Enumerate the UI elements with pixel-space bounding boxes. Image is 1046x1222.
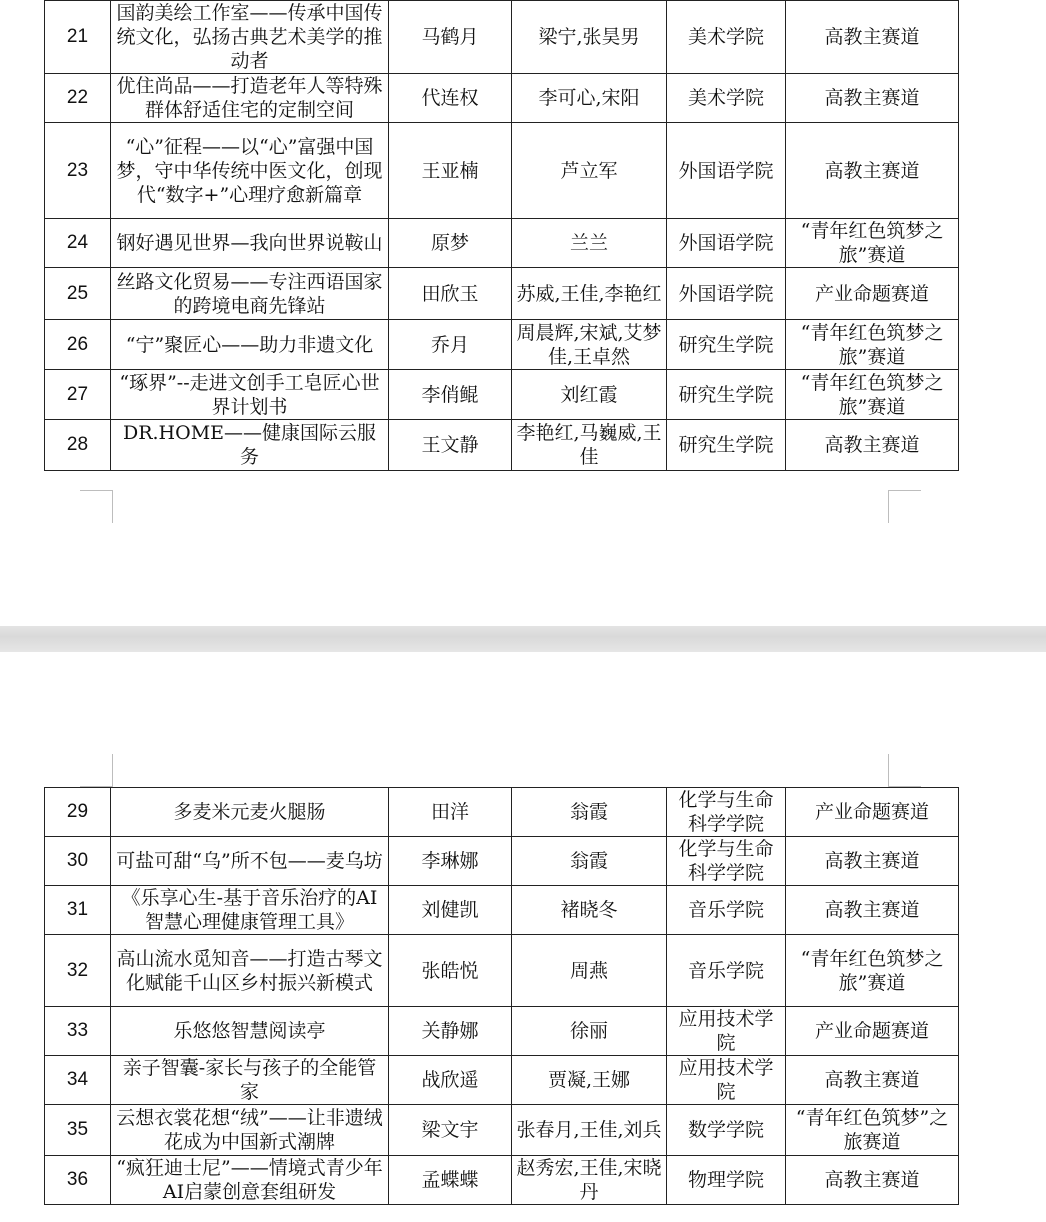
college-name: 音乐学院 bbox=[667, 886, 786, 935]
competition-track: 高教主赛道 bbox=[786, 1056, 959, 1105]
competition-track: “青年红色筑梦”之旅赛道 bbox=[786, 1105, 959, 1156]
advisor-names: 兰兰 bbox=[512, 219, 667, 268]
advisor-names: 翁霞 bbox=[512, 837, 667, 886]
team-leader: 马鹤月 bbox=[389, 1, 512, 74]
row-number: 32 bbox=[45, 935, 111, 1007]
project-table-page-1 bbox=[44, 0, 959, 471]
advisor-names: 周燕 bbox=[512, 935, 667, 1007]
college-name: 美术学院 bbox=[667, 1, 786, 74]
project-name: 云想衣裳花想“绒”——让非遗绒花成为中国新式潮牌 bbox=[111, 1105, 389, 1156]
team-leader: 李琳娜 bbox=[389, 837, 512, 886]
table-row bbox=[45, 1056, 959, 1105]
advisor-names: 刘红霞 bbox=[512, 370, 667, 420]
advisor-names: 赵秀宏,王佳,宋晓丹 bbox=[512, 1156, 667, 1205]
team-leader: 张皓悦 bbox=[389, 935, 512, 1007]
page-corner-mark-right bbox=[888, 490, 921, 523]
row-number: 25 bbox=[45, 268, 111, 320]
row-number: 22 bbox=[45, 74, 111, 123]
project-name: 优住尚品——打造老年人等特殊群体舒适住宅的定制空间 bbox=[111, 74, 389, 123]
project-name: 多麦米元麦火腿肠 bbox=[111, 788, 389, 837]
advisor-names: 褚晓冬 bbox=[512, 886, 667, 935]
college-name: 物理学院 bbox=[667, 1156, 786, 1205]
project-name: 《乐享心生-基于音乐治疗的AI智慧心理健康管理工具》 bbox=[111, 886, 389, 935]
table-row bbox=[45, 420, 959, 471]
row-number: 29 bbox=[45, 788, 111, 837]
team-leader: 关静娜 bbox=[389, 1007, 512, 1056]
project-name: “疯狂迪士尼”——情境式青少年AI启蒙创意套组研发 bbox=[111, 1156, 389, 1205]
team-leader: 孟蝶蝶 bbox=[389, 1156, 512, 1205]
row-number: 24 bbox=[45, 219, 111, 268]
project-name: 高山流水觅知音——打造古琴文化赋能千山区乡村振兴新模式 bbox=[111, 935, 389, 1007]
row-number: 21 bbox=[45, 1, 111, 74]
advisor-names: 苏威,王佳,李艳红 bbox=[512, 268, 667, 320]
advisor-names: 芦立军 bbox=[512, 123, 667, 219]
college-name: 研究生学院 bbox=[667, 370, 786, 420]
project-name: 钢好遇见世界—我向世界说鞍山 bbox=[111, 219, 389, 268]
page-corner-mark-left bbox=[80, 490, 113, 523]
team-leader: 梁文宇 bbox=[389, 1105, 512, 1156]
competition-track: “青年红色筑梦之旅”赛道 bbox=[786, 935, 959, 1007]
team-leader: 李俏鲲 bbox=[389, 370, 512, 420]
row-number: 36 bbox=[45, 1156, 111, 1205]
college-name: 化学与生命科学学院 bbox=[667, 788, 786, 837]
row-number: 31 bbox=[45, 886, 111, 935]
competition-track: 高教主赛道 bbox=[786, 123, 959, 219]
team-leader: 刘健凯 bbox=[389, 886, 512, 935]
table-row bbox=[45, 1007, 959, 1056]
college-name: 音乐学院 bbox=[667, 935, 786, 1007]
table-row bbox=[45, 370, 959, 420]
table-row bbox=[45, 935, 959, 1007]
page-corner-mark-left bbox=[80, 754, 113, 787]
project-name: DR.HOME——健康国际云服务 bbox=[111, 420, 389, 471]
table-row bbox=[45, 123, 959, 219]
team-leader: 代连权 bbox=[389, 74, 512, 123]
competition-track: 高教主赛道 bbox=[786, 886, 959, 935]
competition-track: 高教主赛道 bbox=[786, 1, 959, 74]
competition-track: 高教主赛道 bbox=[786, 420, 959, 471]
advisor-names: 梁宁,张昊男 bbox=[512, 1, 667, 74]
college-name: 应用技术学院 bbox=[667, 1007, 786, 1056]
team-leader: 乔月 bbox=[389, 320, 512, 370]
competition-track: “青年红色筑梦之旅”赛道 bbox=[786, 219, 959, 268]
row-number: 27 bbox=[45, 370, 111, 420]
college-name: 应用技术学院 bbox=[667, 1056, 786, 1105]
row-number: 28 bbox=[45, 420, 111, 471]
college-name: 化学与生命科学学院 bbox=[667, 837, 786, 886]
row-number: 26 bbox=[45, 320, 111, 370]
advisor-names: 李可心,宋阳 bbox=[512, 74, 667, 123]
page-corner-mark-right bbox=[888, 754, 921, 787]
table-row bbox=[45, 837, 959, 886]
row-number: 35 bbox=[45, 1105, 111, 1156]
team-leader: 田欣玉 bbox=[389, 268, 512, 320]
college-name: 美术学院 bbox=[667, 74, 786, 123]
team-leader: 战欣遥 bbox=[389, 1056, 512, 1105]
row-number: 30 bbox=[45, 837, 111, 886]
row-number: 33 bbox=[45, 1007, 111, 1056]
table-row bbox=[45, 1105, 959, 1156]
project-name: “宁”聚匠心——助力非遗文化 bbox=[111, 320, 389, 370]
competition-track: 高教主赛道 bbox=[786, 837, 959, 886]
competition-track: 产业命题赛道 bbox=[786, 788, 959, 837]
competition-track: 产业命题赛道 bbox=[786, 1007, 959, 1056]
table-row bbox=[45, 1156, 959, 1205]
team-leader: 田洋 bbox=[389, 788, 512, 837]
competition-track: “青年红色筑梦之旅”赛道 bbox=[786, 370, 959, 420]
project-name: 乐悠悠智慧阅读亭 bbox=[111, 1007, 389, 1056]
table-row bbox=[45, 320, 959, 370]
table-row bbox=[45, 1, 959, 74]
table-row bbox=[45, 788, 959, 837]
advisor-names: 周晨辉,宋斌,艾梦佳,王卓然 bbox=[512, 320, 667, 370]
team-leader: 原梦 bbox=[389, 219, 512, 268]
project-table-page-2 bbox=[44, 787, 959, 1205]
project-name: 国韵美绘工作室——传承中国传统文化，弘扬古典艺术美学的推动者 bbox=[111, 1, 389, 74]
advisor-names: 翁霞 bbox=[512, 788, 667, 837]
college-name: 研究生学院 bbox=[667, 320, 786, 370]
project-name: 丝路文化贸易——专注西语国家的跨境电商先锋站 bbox=[111, 268, 389, 320]
table-row bbox=[45, 74, 959, 123]
advisor-names: 张春月,王佳,刘兵 bbox=[512, 1105, 667, 1156]
table-row bbox=[45, 268, 959, 320]
college-name: 外国语学院 bbox=[667, 123, 786, 219]
competition-track: “青年红色筑梦之旅”赛道 bbox=[786, 320, 959, 370]
project-name: “琢界”--走进文创手工皂匠心世界计划书 bbox=[111, 370, 389, 420]
college-name: 研究生学院 bbox=[667, 420, 786, 471]
competition-track: 高教主赛道 bbox=[786, 74, 959, 123]
page-separator bbox=[0, 626, 1046, 652]
table-row bbox=[45, 219, 959, 268]
college-name: 外国语学院 bbox=[667, 268, 786, 320]
row-number: 23 bbox=[45, 123, 111, 219]
team-leader: 王文静 bbox=[389, 420, 512, 471]
team-leader: 王亚楠 bbox=[389, 123, 512, 219]
project-name: “心”征程——以“心”富强中国梦，守中华传统中医文化，创现代“数字+”心理疗愈新篇章 bbox=[111, 123, 389, 219]
row-number: 34 bbox=[45, 1056, 111, 1105]
advisor-names: 徐丽 bbox=[512, 1007, 667, 1056]
college-name: 外国语学院 bbox=[667, 219, 786, 268]
project-name: 亲子智囊-家长与孩子的全能管家 bbox=[111, 1056, 389, 1105]
advisor-names: 贾凝,王娜 bbox=[512, 1056, 667, 1105]
college-name: 数学学院 bbox=[667, 1105, 786, 1156]
competition-track: 高教主赛道 bbox=[786, 1156, 959, 1205]
document-page-2 bbox=[0, 652, 1046, 1222]
competition-track: 产业命题赛道 bbox=[786, 268, 959, 320]
advisor-names: 李艳红,马巍威,王佳 bbox=[512, 420, 667, 471]
project-name: 可盐可甜“乌”所不包——麦乌坊 bbox=[111, 837, 389, 886]
table-row bbox=[45, 886, 959, 935]
